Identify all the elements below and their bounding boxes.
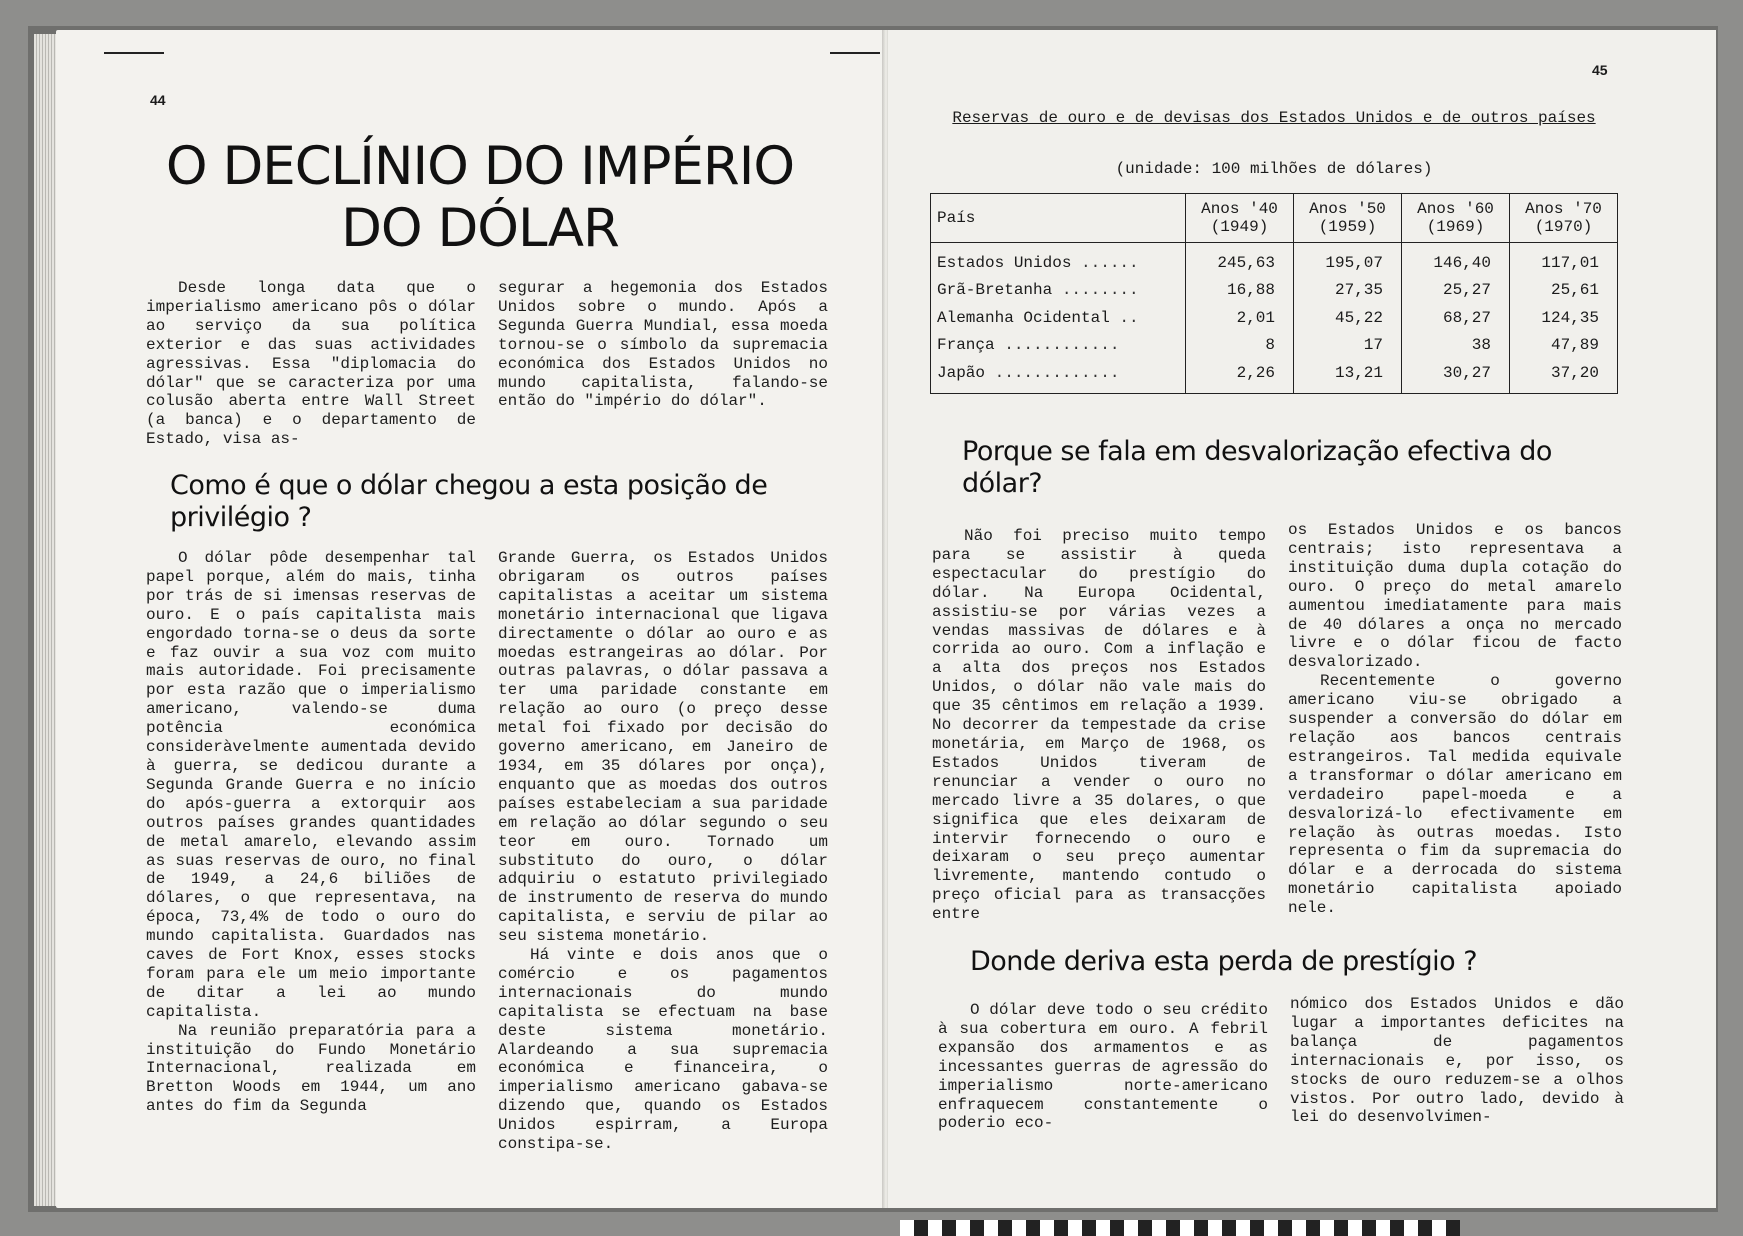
intro-column-1 bbox=[146, 279, 476, 449]
body-column-2 bbox=[498, 549, 828, 1154]
country-cell: Estados Unidos ...... bbox=[931, 243, 1186, 277]
scale-ruler bbox=[900, 1220, 1460, 1236]
top-rule bbox=[830, 52, 880, 54]
value-cell: 2,26 bbox=[1186, 359, 1294, 393]
value-cell: 47,89 bbox=[1510, 332, 1618, 360]
body-column-1 bbox=[146, 549, 476, 1116]
country-cell: França ............ bbox=[931, 332, 1186, 360]
country-cell: Grã-Bretanha ........ bbox=[931, 277, 1186, 305]
value-cell: 30,27 bbox=[1402, 359, 1510, 393]
table-row bbox=[931, 332, 1618, 360]
prestige-column-1 bbox=[938, 1001, 1268, 1133]
value-cell: 245,63 bbox=[1186, 243, 1294, 277]
country-cell: Alemanha Ocidental .. bbox=[931, 304, 1186, 332]
table-caption: Reservas de ouro e de devisas dos Estados Unidos e de outros países bbox=[952, 109, 1596, 127]
value-cell: 16,88 bbox=[1186, 277, 1294, 305]
page-edges bbox=[34, 34, 58, 1206]
value-cell: 25,27 bbox=[1402, 277, 1510, 305]
top-rule bbox=[104, 52, 164, 54]
header-year: Anos '40 (1949) bbox=[1186, 194, 1294, 243]
body-paragraph: Não foi preciso muito tempo para se assistir à queda espectacular do prestígio do dólar. Na Europa Ocidental, assistiu-se por várias vezes a vendas massivas de dólares e à corrida ao ouro. Com a inflação e a alta dos preços nos Estados Unidos, o dólar não vale mais do que 35 cêntimos em relação a 1939. No decorrer da tempestade da crise monetária, em Março de 1968, os Estados Unidos tiveram de renunciar a vender o ouro no mercado livre a 35 dolares, o que significa que eles deixaram de intervir fornecendo o ouro e deixaram o seu preço aumentar livremente, mantendo contudo o preço oficial para as transacções entre bbox=[932, 527, 1266, 924]
article-title bbox=[120, 136, 840, 260]
header-year: Anos '70 (1970) bbox=[1510, 194, 1618, 243]
body-paragraph: nómico dos Estados Unidos e dão lugar a importantes deficites na balança de pagamentos internacionais e, por isso, os stocks de ouro reduzem-se a olhos vistos. Por outro lado, devido à lei do desenvolvimen- bbox=[1290, 995, 1624, 1127]
devaluation-column-1 bbox=[932, 527, 1266, 924]
table-row bbox=[931, 359, 1618, 393]
table-unit: (unidade: 100 milhões de dólares) bbox=[1115, 160, 1433, 178]
body-paragraph: Grande Guerra, os Estados Unidos obrigaram os outros países capitalistas a aceitar um sistema monetário internacional que ligava directamente o dólar ao ouro e as moedas estrangeiras ao dólar. Por outras palavras, o dólar passava a ter uma paridade constante em relação ao ouro (o preço desse metal foi fixado por decisão do governo americano, em Janeiro de 1934, em 35 dólares por onça), enquanto que as moedas dos outros países estabeleciam a sua paridade em relação ao dólar segundo o seu teor em ouro. Tornado um substituto do ouro, o dólar adquiriu o estatuto privilegiado de instrumento de reserva do mundo capitalista, e serviu de pilar ao seu sistema monetário. bbox=[498, 549, 828, 946]
body-paragraph: Na reunião preparatória para a instituição do Fundo Monetário Internacional, realizada em Bretton Woods em 1944, um ano antes do fim da Segunda bbox=[146, 1021, 476, 1116]
title-line-1: O DECLÍNIO DO IMPÉRIO bbox=[165, 136, 795, 197]
value-cell: 25,61 bbox=[1510, 277, 1618, 305]
page-number-left: 44 bbox=[150, 92, 166, 108]
value-cell: 117,01 bbox=[1510, 243, 1618, 277]
value-cell: 13,21 bbox=[1294, 359, 1402, 393]
value-cell: 38 bbox=[1402, 332, 1510, 360]
table-row bbox=[931, 277, 1618, 305]
header-country: País bbox=[931, 194, 1186, 243]
section-heading-prestige: Donde deriva esta perda de prestígio ? bbox=[970, 946, 1478, 977]
title-line-2: DO DÓLAR bbox=[341, 198, 619, 259]
section-heading-privilege: Como é que o dólar chegou a esta posição de privilégio ? bbox=[170, 470, 768, 533]
body-paragraph: os Estados Unidos e os bancos centrais; isto representava a instituição duma dupla cotação do ouro. O preço do metal amarelo aumentou imediatamente para mais de 40 dólares a onça no mercado livre e o dólar ficou de facto desvalorizado. bbox=[1288, 521, 1622, 672]
table-row bbox=[931, 304, 1618, 332]
page-number-right: 45 bbox=[1592, 62, 1608, 78]
intro-column-2 bbox=[498, 279, 828, 411]
reserves-table bbox=[930, 193, 1618, 394]
body-paragraph: Recentemente o governo americano viu-se obrigado a suspender a conversão do dólar em relação aos bancos centrais estrangeiros. Tal medida equivale a transformar o dólar americano em verdadeiro papel-moeda e a desvalorizá-lo efectivamente em relação às outras moedas. Isto representa o fim da supremacia do dólar e a derrocada do sistema monetário capitalista apoiado nele. bbox=[1288, 672, 1622, 918]
value-cell: 17 bbox=[1294, 332, 1402, 360]
table-header-row bbox=[931, 194, 1618, 243]
header-year: Anos '60 (1969) bbox=[1402, 194, 1510, 243]
value-cell: 68,27 bbox=[1402, 304, 1510, 332]
intro-paragraph: Desde longa data que o imperialismo americano pôs o dólar ao serviço da sua política exterior e das suas actividades agressivas. Essa "diplomacia do dólar" que se caracteriza por uma colusão aberta entre Wall Street (a banca) e o departamento de Estado, visa as- bbox=[146, 279, 476, 449]
intro-paragraph-cont: segurar a hegemonia dos Estados Unidos sobre o mundo. Após a Segunda Guerra Mundial, essa moeda tornou-se o símbolo da supremacia económica dos Estados Unidos no mundo capitalista, falando-se então do "império do dólar". bbox=[498, 279, 828, 411]
value-cell: 146,40 bbox=[1402, 243, 1510, 277]
body-paragraph: O dólar deve todo o seu crédito à sua cobertura em ouro. A febril expansão dos armamentos e as incessantes guerras de agressão do imperialismo norte-americano enfraquecem constantemente o poderio eco- bbox=[938, 1001, 1268, 1133]
body-paragraph: O dólar pôde desempenhar tal papel porque, além do mais, tinha por trás de si imensas reservas de ouro. E o país capitalista mais engordado torna-se o deus da sorte e faz ouvir a sua voz com muito mais autoridade. Foi precisamente por esta razão que o imperialismo americano, valendo-se duma potência económica consideràvelmente aumentada devido à guerra, se dedicou durante a Segunda Grande Guerra e no início do após-guerra a extorquir aos outros países grandes quantidades de metal amarelo, elevando assim as suas reservas de ouro, no final de 1949, a 24,6 biliões de dólares, o que representava, na época, 73,4% de todo o ouro do mundo capitalista. Guardados nas caves de Fort Knox, esses stocks foram para ele um meio importante de ditar a lei ao mundo capitalista. bbox=[146, 549, 476, 1021]
value-cell: 124,35 bbox=[1510, 304, 1618, 332]
value-cell: 2,01 bbox=[1186, 304, 1294, 332]
value-cell: 8 bbox=[1186, 332, 1294, 360]
body-paragraph: Há vinte e dois anos que o comércio e os pagamentos internacionais do mundo capitalista se efectuam na base deste sistema monetário. Alardeando a sua supremacia económica e financeira, o imperialismo americano gabava-se dizendo que, quando os Estados Unidos espirram, a Europa constipa-se. bbox=[498, 946, 828, 1154]
prestige-column-2 bbox=[1290, 995, 1624, 1127]
value-cell: 27,35 bbox=[1294, 277, 1402, 305]
value-cell: 195,07 bbox=[1294, 243, 1402, 277]
value-cell: 45,22 bbox=[1294, 304, 1402, 332]
value-cell: 37,20 bbox=[1510, 359, 1618, 393]
country-cell: Japão ............. bbox=[931, 359, 1186, 393]
devaluation-column-2 bbox=[1288, 521, 1622, 918]
header-year: Anos '50 (1959) bbox=[1294, 194, 1402, 243]
table-row bbox=[931, 243, 1618, 277]
section-heading-devaluation: Porque se fala em desvalorização efectiva do dólar? bbox=[962, 436, 1552, 499]
